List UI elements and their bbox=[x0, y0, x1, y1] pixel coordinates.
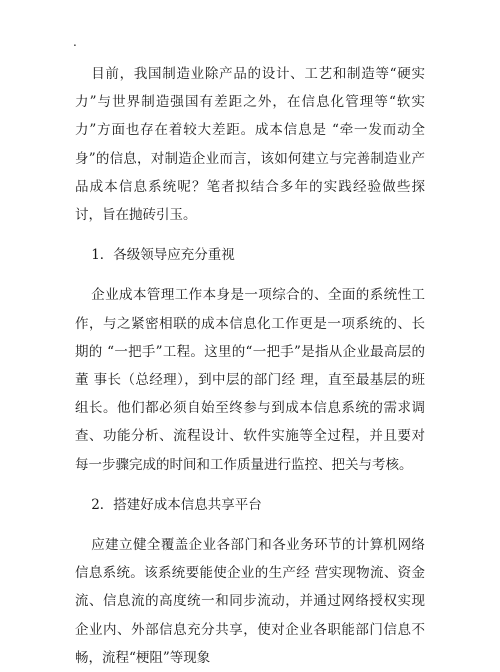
document-body bbox=[75, 60, 425, 672]
paragraph-leadership: 企业成本管理工作本身是一项综合的、全面的系统性工作，与之紧密相联的成本信息化工作更是一项系统的、长期的 “一把手”工程。这里的“一把手”是指从企业最高层的董 事长（总经理），到中层的部门经 理，直至最基层的班组长。他们都必须自始至终参与到成本信息系统的需求调查、功能分析、流程设计、软件实施等全过程，并且要对每一步骤完成的时间和工作质量进行监控、把关与考核。 bbox=[75, 287, 425, 473]
paragraph-platform: 应建立健全覆盖企业各部门和各业务环节的计算机网络信息系统。该系统要能使企业的生产经 营实现物流、资金流、信息流的高度统一和同步流动，并通过网络授权实现企业内、外部信息充分共享，使对企业各职能部门信息不畅，流程“梗阻”等现象 bbox=[75, 537, 425, 666]
section-heading-2: 2．搭建好成本信息共享平台 bbox=[91, 496, 262, 513]
page-marker: . bbox=[73, 35, 77, 49]
section-heading-1: 1．各级领导应充分重视 bbox=[91, 247, 235, 264]
paragraph-intro: 目前，我国制造业除产品的设计、工艺和制造等“硬实力”与世界制造强国有差距之外，在信息化管理等“软实力”方面也存在着较大差距。成本信息是 “牵一发而动全身”的信息，对制造企业而言，该如何建立与完善制造业产品成本信息系统呢？笔者拟结合多年的实践经验做些探讨，旨在抛砖引玉。 bbox=[75, 66, 425, 224]
